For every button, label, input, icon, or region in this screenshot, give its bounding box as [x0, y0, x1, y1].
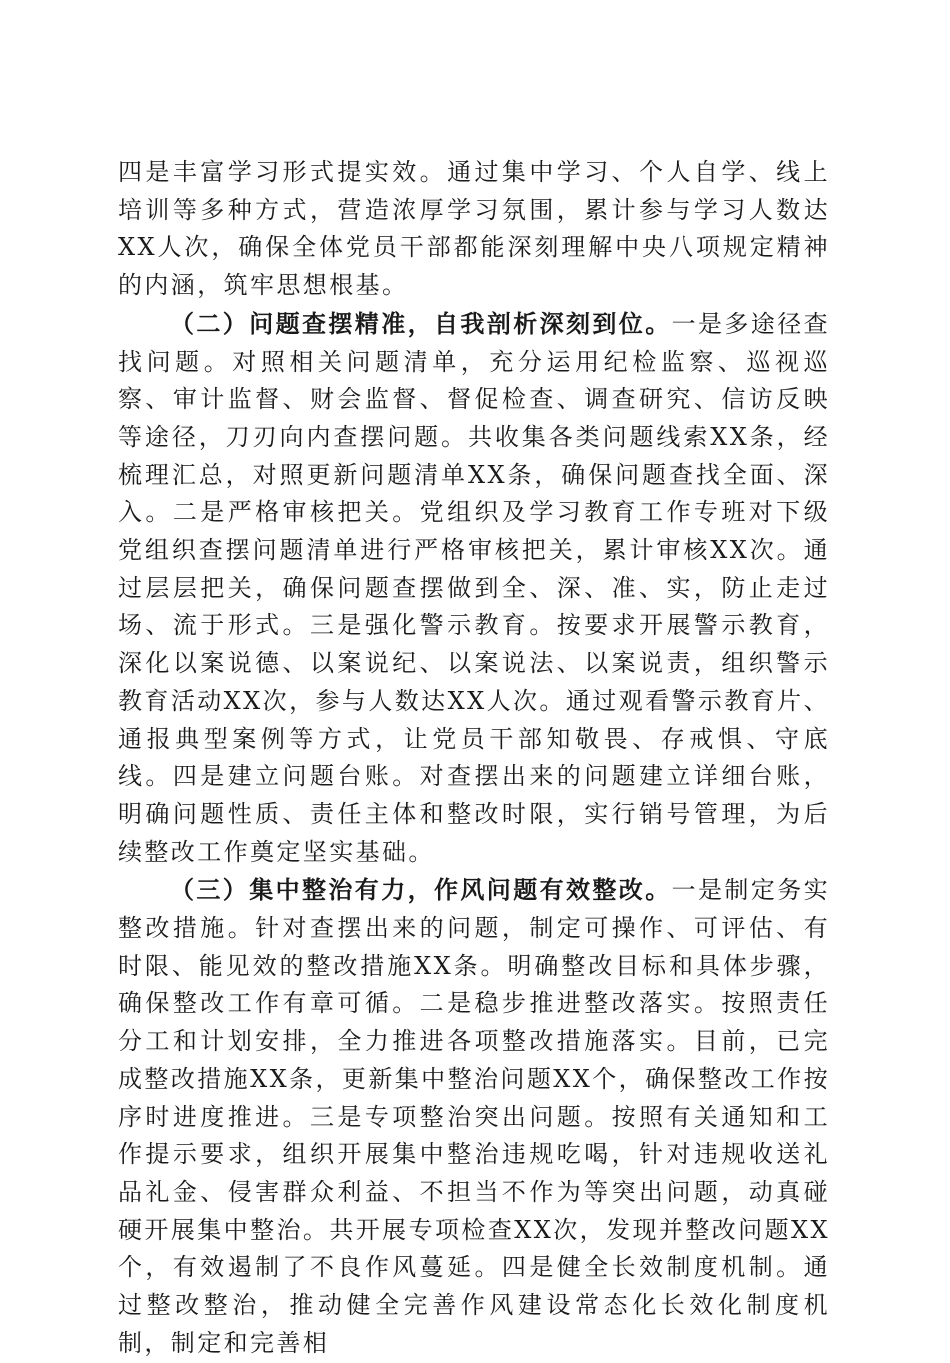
- paragraph-body: 四是丰富学习形式提实效。通过集中学习、个人自学、线上培训等多种方式，营造浓厚学习氛围，累计参与学习人数达XX人次，确保全体党员干部都能深刻理解中央八项规定精神的内涵，筑牢思想根基。: [118, 158, 830, 300]
- paragraph-body: 一是制定务实整改措施。针对查摆出来的问题，制定可操作、可评估、有时限、能见效的整改措施XX条。明确整改目标和具体步骤，确保整改工作有章可循。二是稳步推进整改落实。按照责任分工和计划安排，全力推进各项整改措施落实。目前，已完成整改措施XX条，更新集中整治问题XX个，确保整改工作按序时进度推进。三是专项整治突出问题。按照有关通知和工作提示要求，组织开展集中整治违规吃喝，针对违规收送礼品礼金、侵害群众利益、不担当不作为等突出问题，动真碰硬开展集中整治。共开展专项检查XX次，发现并整改问题XX个，有效遏制了不良作风蔓延。四是健全长效制度机制。通过整改整治，推动健全完善作风建设常态化长效化制度机制，制定和完善相: [118, 876, 831, 1357]
- section-heading-2: （二）问题查摆精准，自我剖析深刻到位。: [170, 308, 672, 338]
- paragraph-rectification: [118, 871, 830, 1362]
- paragraph-study-forms: [118, 154, 830, 305]
- paragraph-problem-finding: [118, 305, 830, 872]
- paragraph-body: 一是多途径查找问题。对照相关问题清单，充分运用纪检监察、巡视巡察、审计监督、财会监督、督促检查、调查研究、信访反映等途径，刀刃向内查摆问题。共收集各类问题线索XX条，经梳理汇总，对照更新问题清单XX条，确保问题查找全面、深入。二是严格审核把关。党组织及学习教育工作专班对下级党组织查摆问题清单进行严格审核把关，累计审核XX次。通过层层把关，确保问题查摆做到全、深、准、实，防止走过场、流于形式。三是强化警示教育。按要求开展警示教育，深化以案说德、以案说纪、以案说法、以案说责，组织警示教育活动XX次，参与人数达XX人次。通过观看警示教育片、通报典型案例等方式，让党员干部知敬畏、存戒惧、守底线。四是建立问题台账。对查摆出来的问题建立详细台账，明确问题性质、责任主体和整改时限，实行销号管理，为后续整改工作奠定坚实基础。: [118, 309, 831, 866]
- document-body: [118, 154, 830, 1363]
- section-heading-3: （三）集中整治有力，作风问题有效整改。: [170, 875, 672, 905]
